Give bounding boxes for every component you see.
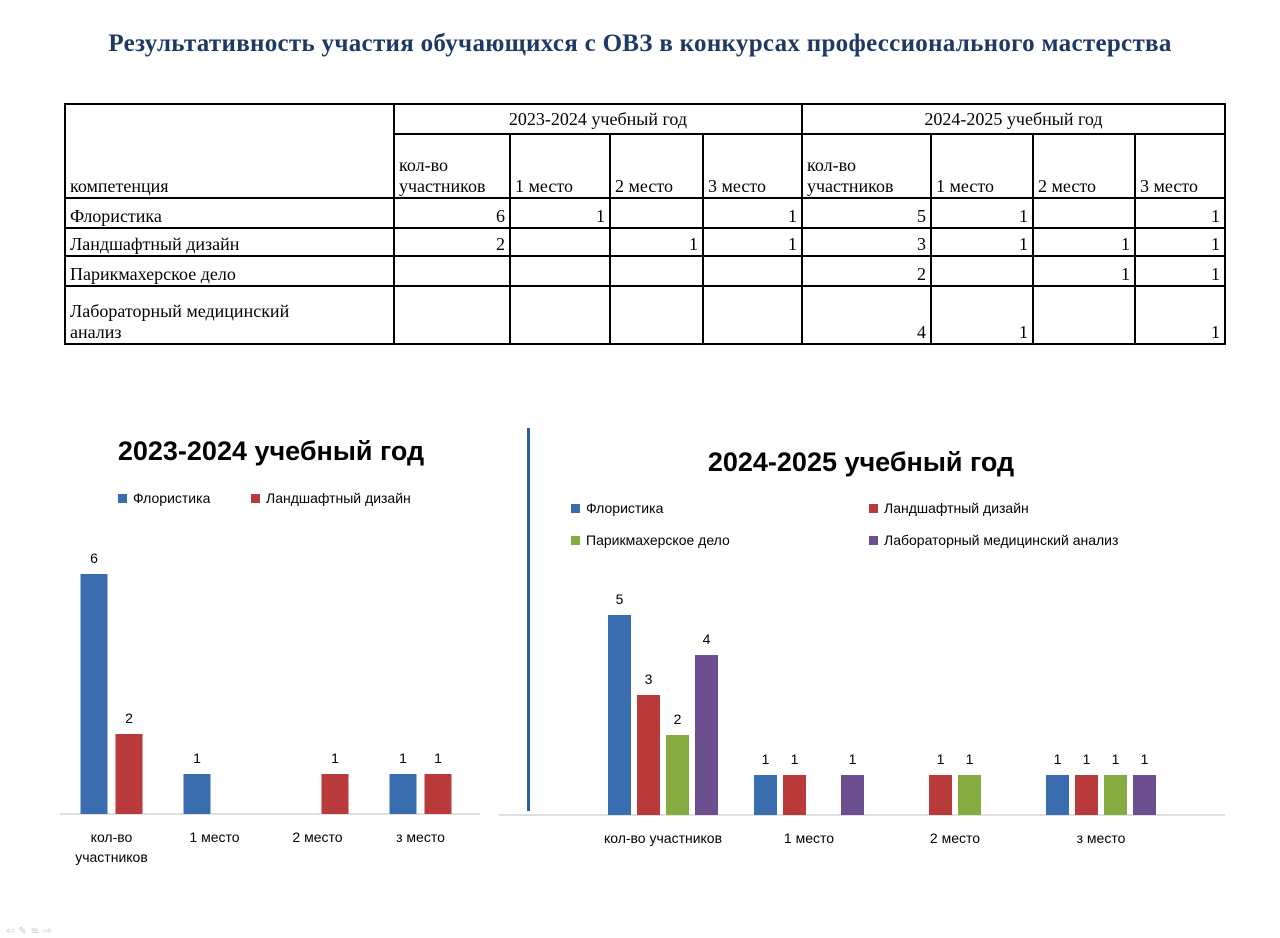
bar [666, 735, 689, 815]
table-cell [510, 228, 610, 256]
legend-swatch [869, 536, 878, 545]
table-cell: 1 [931, 228, 1033, 256]
chart-title: 2023-2024 учебный год [117, 436, 425, 466]
subheader-line: 1 место [515, 176, 573, 196]
category-label: кол-во участников [603, 830, 723, 846]
table-cell [610, 256, 703, 286]
data-label: 1 [434, 750, 442, 766]
bar [695, 655, 718, 815]
arrow-right-icon[interactable]: ⇨ [43, 926, 56, 937]
bar [637, 695, 660, 815]
subheader-line: 3 место [1140, 176, 1198, 196]
data-label: 2 [673, 711, 682, 727]
legend-label: Лабораторный медицинский анализ [884, 532, 1119, 548]
legend-swatch [118, 494, 127, 503]
data-label: 1 [761, 751, 770, 767]
competence-name [65, 198, 394, 228]
table-cell: 6 [394, 198, 510, 228]
table-cell [1033, 286, 1135, 344]
data-label: 1 [790, 751, 799, 767]
subheader-y1-col3 [610, 134, 703, 198]
competence-name-line: Лабораторный медицинский [70, 301, 290, 321]
legend-label: Парикмахерское дело [586, 532, 730, 548]
bar [322, 774, 349, 814]
subheader-line: 3 место [708, 176, 766, 196]
bar [184, 774, 211, 814]
legend-swatch [571, 536, 580, 545]
subheader-line: участников [807, 176, 894, 196]
bar [783, 775, 806, 815]
chart-svg [60, 420, 500, 880]
table-cell: 1 [1033, 228, 1135, 256]
bar [958, 775, 981, 815]
subheader-line: кол-во [807, 155, 856, 175]
subheader-y1-col1 [394, 134, 510, 198]
table-cell [510, 256, 610, 286]
pencil-icon[interactable]: ✎ [18, 926, 31, 937]
table-cell: 2 [802, 256, 931, 286]
subheader-line: 2 место [1038, 176, 1096, 196]
competence-name [65, 286, 394, 344]
table-cell: 1 [510, 198, 610, 228]
category-label: з место [396, 829, 445, 845]
data-label: 1 [193, 750, 201, 766]
data-label: 6 [90, 550, 98, 566]
bar [1104, 775, 1127, 815]
data-label: 1 [1053, 751, 1062, 767]
legend-swatch [869, 504, 878, 513]
table-cell: 1 [1135, 198, 1225, 228]
header-year-1: 2023-2024 учебный год [394, 104, 802, 134]
legend-swatch [571, 504, 580, 513]
competence-name-line: анализ [70, 322, 122, 342]
subheader-line: 1 место [936, 176, 994, 196]
data-label: 1 [1140, 751, 1149, 767]
category-label: участников [75, 849, 148, 865]
data-label: 1 [1111, 751, 1120, 767]
data-label: 1 [965, 751, 974, 767]
bar [608, 615, 631, 815]
bar [1075, 775, 1098, 815]
table-row [65, 198, 1225, 228]
table-cell: 3 [802, 228, 931, 256]
arrow-left-icon[interactable]: ⇦ [6, 926, 19, 937]
table-cell [931, 256, 1033, 286]
page-title: Результативность участия обучающихся с ОВЗ в конкурсах профессионального мастерства [108, 30, 1172, 57]
results-table [64, 103, 1226, 345]
subheader-y2-col3 [1033, 134, 1135, 198]
table-cell [703, 256, 802, 286]
subheader-y2-col2 [931, 134, 1033, 198]
legend-label: Флористика [586, 500, 664, 516]
data-label: 3 [644, 671, 653, 687]
table-row [65, 256, 1225, 286]
table-cell: 5 [802, 198, 931, 228]
legend-swatch [251, 494, 260, 503]
table-cell: 1 [931, 198, 1033, 228]
chart-svg [495, 420, 1235, 880]
table-cell [1033, 198, 1135, 228]
table-cell [394, 286, 510, 344]
competence-name [65, 228, 394, 256]
table-row [65, 286, 1225, 344]
table-cell [394, 256, 510, 286]
bar [754, 775, 777, 815]
subheader-y2-col4 [1135, 134, 1225, 198]
table-cell [610, 198, 703, 228]
chart-2023-2024 [60, 420, 500, 880]
table-cell [610, 286, 703, 344]
table-cell: 1 [703, 198, 802, 228]
category-label: 1 место [189, 829, 240, 845]
bar [841, 775, 864, 815]
chart-2024-2025 [495, 420, 1235, 880]
table-cell: 1 [1033, 256, 1135, 286]
legend-label: Ландшафтный дизайн [884, 500, 1029, 516]
table-cell: 1 [931, 286, 1033, 344]
competence-name-line: Ландшафтный дизайн [70, 234, 240, 254]
subheader-line: кол-во [399, 155, 448, 175]
bar [1133, 775, 1156, 815]
bar [1046, 775, 1069, 815]
bar [116, 734, 143, 814]
legend-label: Флористика [133, 490, 211, 506]
chart-title: 2024-2025 учебный год [707, 447, 1015, 477]
data-label: 1 [848, 751, 857, 767]
data-label: 2 [125, 710, 133, 726]
header-year-2: 2024-2025 учебный год [802, 104, 1225, 134]
competence-name-line: Парикмахерское дело [70, 264, 236, 284]
data-label: 1 [1082, 751, 1091, 767]
bar [390, 774, 417, 814]
data-label: 1 [936, 751, 945, 767]
menu-icon[interactable]: ≡ [30, 926, 44, 937]
subheader-y2-col1 [802, 134, 931, 198]
table-cell: 1 [1135, 256, 1225, 286]
data-label: 5 [615, 591, 624, 607]
category-label: 2 место [929, 830, 981, 846]
legend-label: Ландшафтный дизайн [266, 490, 411, 506]
subheader-line: 2 место [615, 176, 673, 196]
category-label: з место [1076, 830, 1126, 846]
data-label: 1 [399, 750, 407, 766]
competence-name [65, 256, 394, 286]
table-cell [703, 286, 802, 344]
bar [81, 574, 108, 814]
header-competence: компетенция [65, 104, 394, 198]
competence-name-line: Флористика [70, 206, 162, 226]
subheader-y1-col2 [510, 134, 610, 198]
subheader-y1-col4 [703, 134, 802, 198]
category-label: 2 место [292, 829, 343, 845]
table-cell: 1 [1135, 228, 1225, 256]
data-label: 4 [702, 631, 711, 647]
bar [929, 775, 952, 815]
table-row [65, 228, 1225, 256]
table-cell [510, 286, 610, 344]
subheader-line: участников [399, 176, 486, 196]
table-cell: 1 [610, 228, 703, 256]
bar [425, 774, 452, 814]
table-cell: 1 [703, 228, 802, 256]
table-cell: 4 [802, 286, 931, 344]
slide-nav [6, 926, 56, 937]
table-cell: 2 [394, 228, 510, 256]
table-cell: 1 [1135, 286, 1225, 344]
category-label: 1 место [783, 830, 835, 846]
data-label: 1 [331, 750, 339, 766]
category-label: кол-во [90, 829, 133, 845]
